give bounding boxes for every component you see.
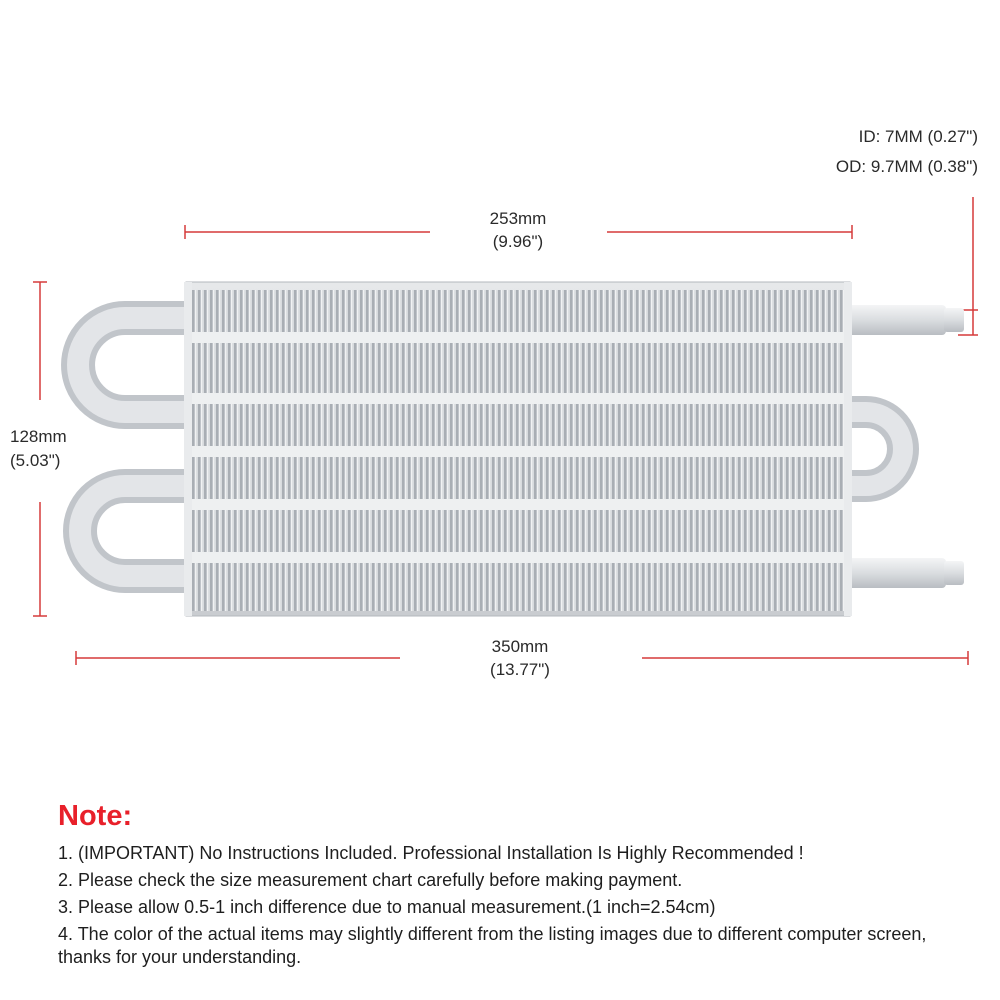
- note-line-1: 1. (IMPORTANT) No Instructions Included. Professional Installation Is Highly Recommended !: [58, 843, 804, 863]
- upper-fitting: [846, 305, 946, 335]
- cooler-core: [184, 282, 852, 616]
- total-width-mm-label: 350mm: [491, 637, 549, 656]
- core-width-in-label: (9.96"): [492, 232, 544, 251]
- height-in-label: (5.03"): [10, 451, 61, 470]
- height-mm-label: 128mm: [10, 427, 67, 446]
- left-return-bends: [78, 318, 190, 576]
- outer-diameter-label: OD: 9.7MM (0.38"): [835, 157, 978, 176]
- inner-diameter-label: ID: 7MM (0.27"): [858, 127, 978, 146]
- note-line-4: 4. The color of the actual items may slightly different from the listing images due to different computer screen, thanks for your understanding.: [58, 924, 927, 967]
- note-section: [58, 796, 968, 973]
- lower-fitting: [846, 558, 946, 588]
- right-return-bend: [846, 412, 903, 486]
- core-width-mm-label: 253mm: [489, 209, 547, 228]
- note-line-3: 3. Please allow 0.5-1 inch difference due to manual measurement.(1 inch=2.54cm): [58, 897, 716, 917]
- note-line-2: 2. Please check the size measurement chart carefully before making payment.: [58, 870, 683, 890]
- total-width-in-label: (13.77"): [490, 660, 550, 679]
- note-title: Note:: [58, 800, 133, 832]
